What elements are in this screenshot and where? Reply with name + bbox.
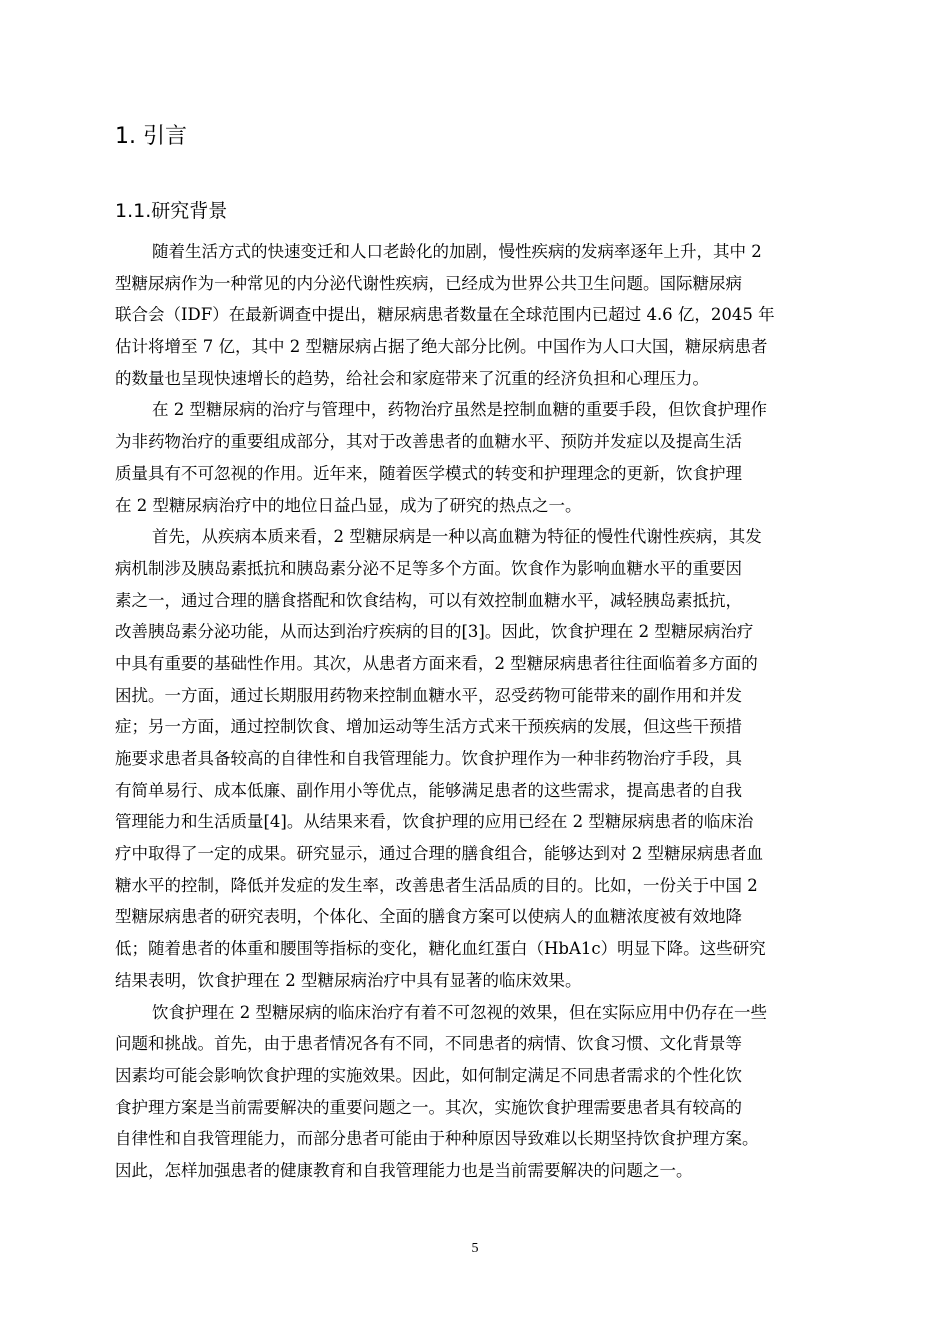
text-line: 随着生活方式的快速变迁和人口老龄化的加剧，慢性疾病的发病率逐年上升，其中 2 <box>152 242 762 261</box>
text-line: 饮食护理在 2 型糖尿病的临床治疗有着不可忽视的效果，但在实际应用中仍存在一些 <box>152 1002 767 1022</box>
text-line: 首先，从疾病本质来看，2 型糖尿病是一种以高血糖为特征的慢性代谢性疾病，其发 <box>152 527 762 547</box>
text-line: 低；随着患者的体重和腰围等指标的变化，糖化血红蛋白（HbA1c）明显下降。这些研究 <box>115 939 766 959</box>
text-line: 结果表明，饮食护理在 2 型糖尿病治疗中具有显著的临床效果。 <box>115 970 582 990</box>
body-text <box>115 236 865 1187</box>
paragraph-4 <box>115 997 865 1187</box>
text-line: 在 2 型糖尿病的治疗与管理中，药物治疗虽然是控制血糖的重要手段，但饮食护理作 <box>152 400 767 420</box>
text-line: 困扰。一方面，通过长期服用药物来控制血糖水平，忍受药物可能带来的副作用和并发 <box>115 685 742 705</box>
text-line: 的数量也呈现快速增长的趋势，给社会和家庭带来了沉重的经济负担和心理压力。 <box>115 368 709 388</box>
text-line: 症；另一方面，通过控制饮食、增加运动等生活方式来干预疾病的发展，但这些干预措 <box>115 717 742 737</box>
page-number: 5 <box>471 1241 479 1256</box>
text-line: 因此，怎样加强患者的健康教育和自我管理能力也是当前需要解决的问题之一。 <box>115 1160 693 1180</box>
text-line: 管理能力和生活质量[4]。从结果来看，饮食护理的应用已经在 2 型糖尿病患者的临床治 <box>115 812 754 832</box>
paragraph-3 <box>115 521 865 996</box>
text-line: 病机制涉及胰岛素抵抗和胰岛素分泌不足等多个方面。饮食作为影响血糖水平的重要因 <box>115 558 742 578</box>
text-line: 疗中取得了一定的成果。研究显示，通过合理的膳食组合，能够达到对 2 型糖尿病患者血 <box>115 844 763 864</box>
paragraph-1 <box>115 236 865 394</box>
paragraph-2 <box>115 394 865 521</box>
text-line: 施要求患者具备较高的自律性和自我管理能力。饮食护理作为一种非药物治疗手段，具 <box>115 749 742 768</box>
text-line: 在 2 型糖尿病治疗中的地位日益凸显，成为了研究的热点之一。 <box>115 495 582 515</box>
subsection-heading: 1.1.研究背景 <box>115 200 228 222</box>
text-line: 质量具有不可忽视的作用。近年来，随着医学模式的转变和护理理念的更新，饮食护理 <box>115 463 742 483</box>
text-line: 型糖尿病作为一种常见的内分泌代谢性疾病，已经成为世界公共卫生问题。国际糖尿病 <box>115 273 742 293</box>
text-line: 中具有重要的基础性作用。其次，从患者方面来看，2 型糖尿病患者往往面临着多方面的 <box>115 653 758 673</box>
text-line: 食护理方案是当前需要解决的重要问题之一。其次，实施饮食护理需要患者具有较高的 <box>115 1097 742 1117</box>
text-line: 估计将增至 7 亿，其中 2 型糖尿病占据了绝大部分比例。中国作为人口大国，糖尿病患者 <box>115 337 768 357</box>
text-line: 联合会（IDF）在最新调查中提出，糖尿病患者数量在全球范围内已超过 4.6 亿，2045 年 <box>115 305 775 325</box>
text-line: 自律性和自我管理能力，而部分患者可能由于种种原因导致难以长期坚持饮食护理方案。 <box>115 1129 759 1149</box>
text-line: 改善胰岛素分泌功能，从而达到治疗疾病的目的[3]。因此，饮食护理在 2 型糖尿病治疗 <box>115 622 754 642</box>
text-line: 型糖尿病患者的研究表明，个体化、全面的膳食方案可以使病人的血糖浓度被有效地降 <box>115 907 742 927</box>
text-line: 因素均可能会影响饮食护理的实施效果。因此，如何制定满足不同患者需求的个性化饮 <box>115 1065 742 1085</box>
text-line: 糖水平的控制，降低并发症的发生率，改善患者生活品质的目的。比如，一份关于中国 2 <box>115 875 758 895</box>
text-line: 问题和挑战。首先，由于患者情况各有不同，不同患者的病情、饮食习惯、文化背景等 <box>115 1034 742 1054</box>
text-line: 有简单易行、成本低廉、副作用小等优点，能够满足患者的这些需求，提高患者的自我 <box>115 780 742 800</box>
text-line: 为非药物治疗的重要组成部分，其对于改善患者的血糖水平、预防并发症以及提高生活 <box>115 432 742 452</box>
text-line: 素之一，通过合理的膳食搭配和饮食结构，可以有效控制血糖水平，减轻胰岛素抵抗， <box>115 590 742 610</box>
section-heading: 1. 引言 <box>115 124 187 149</box>
